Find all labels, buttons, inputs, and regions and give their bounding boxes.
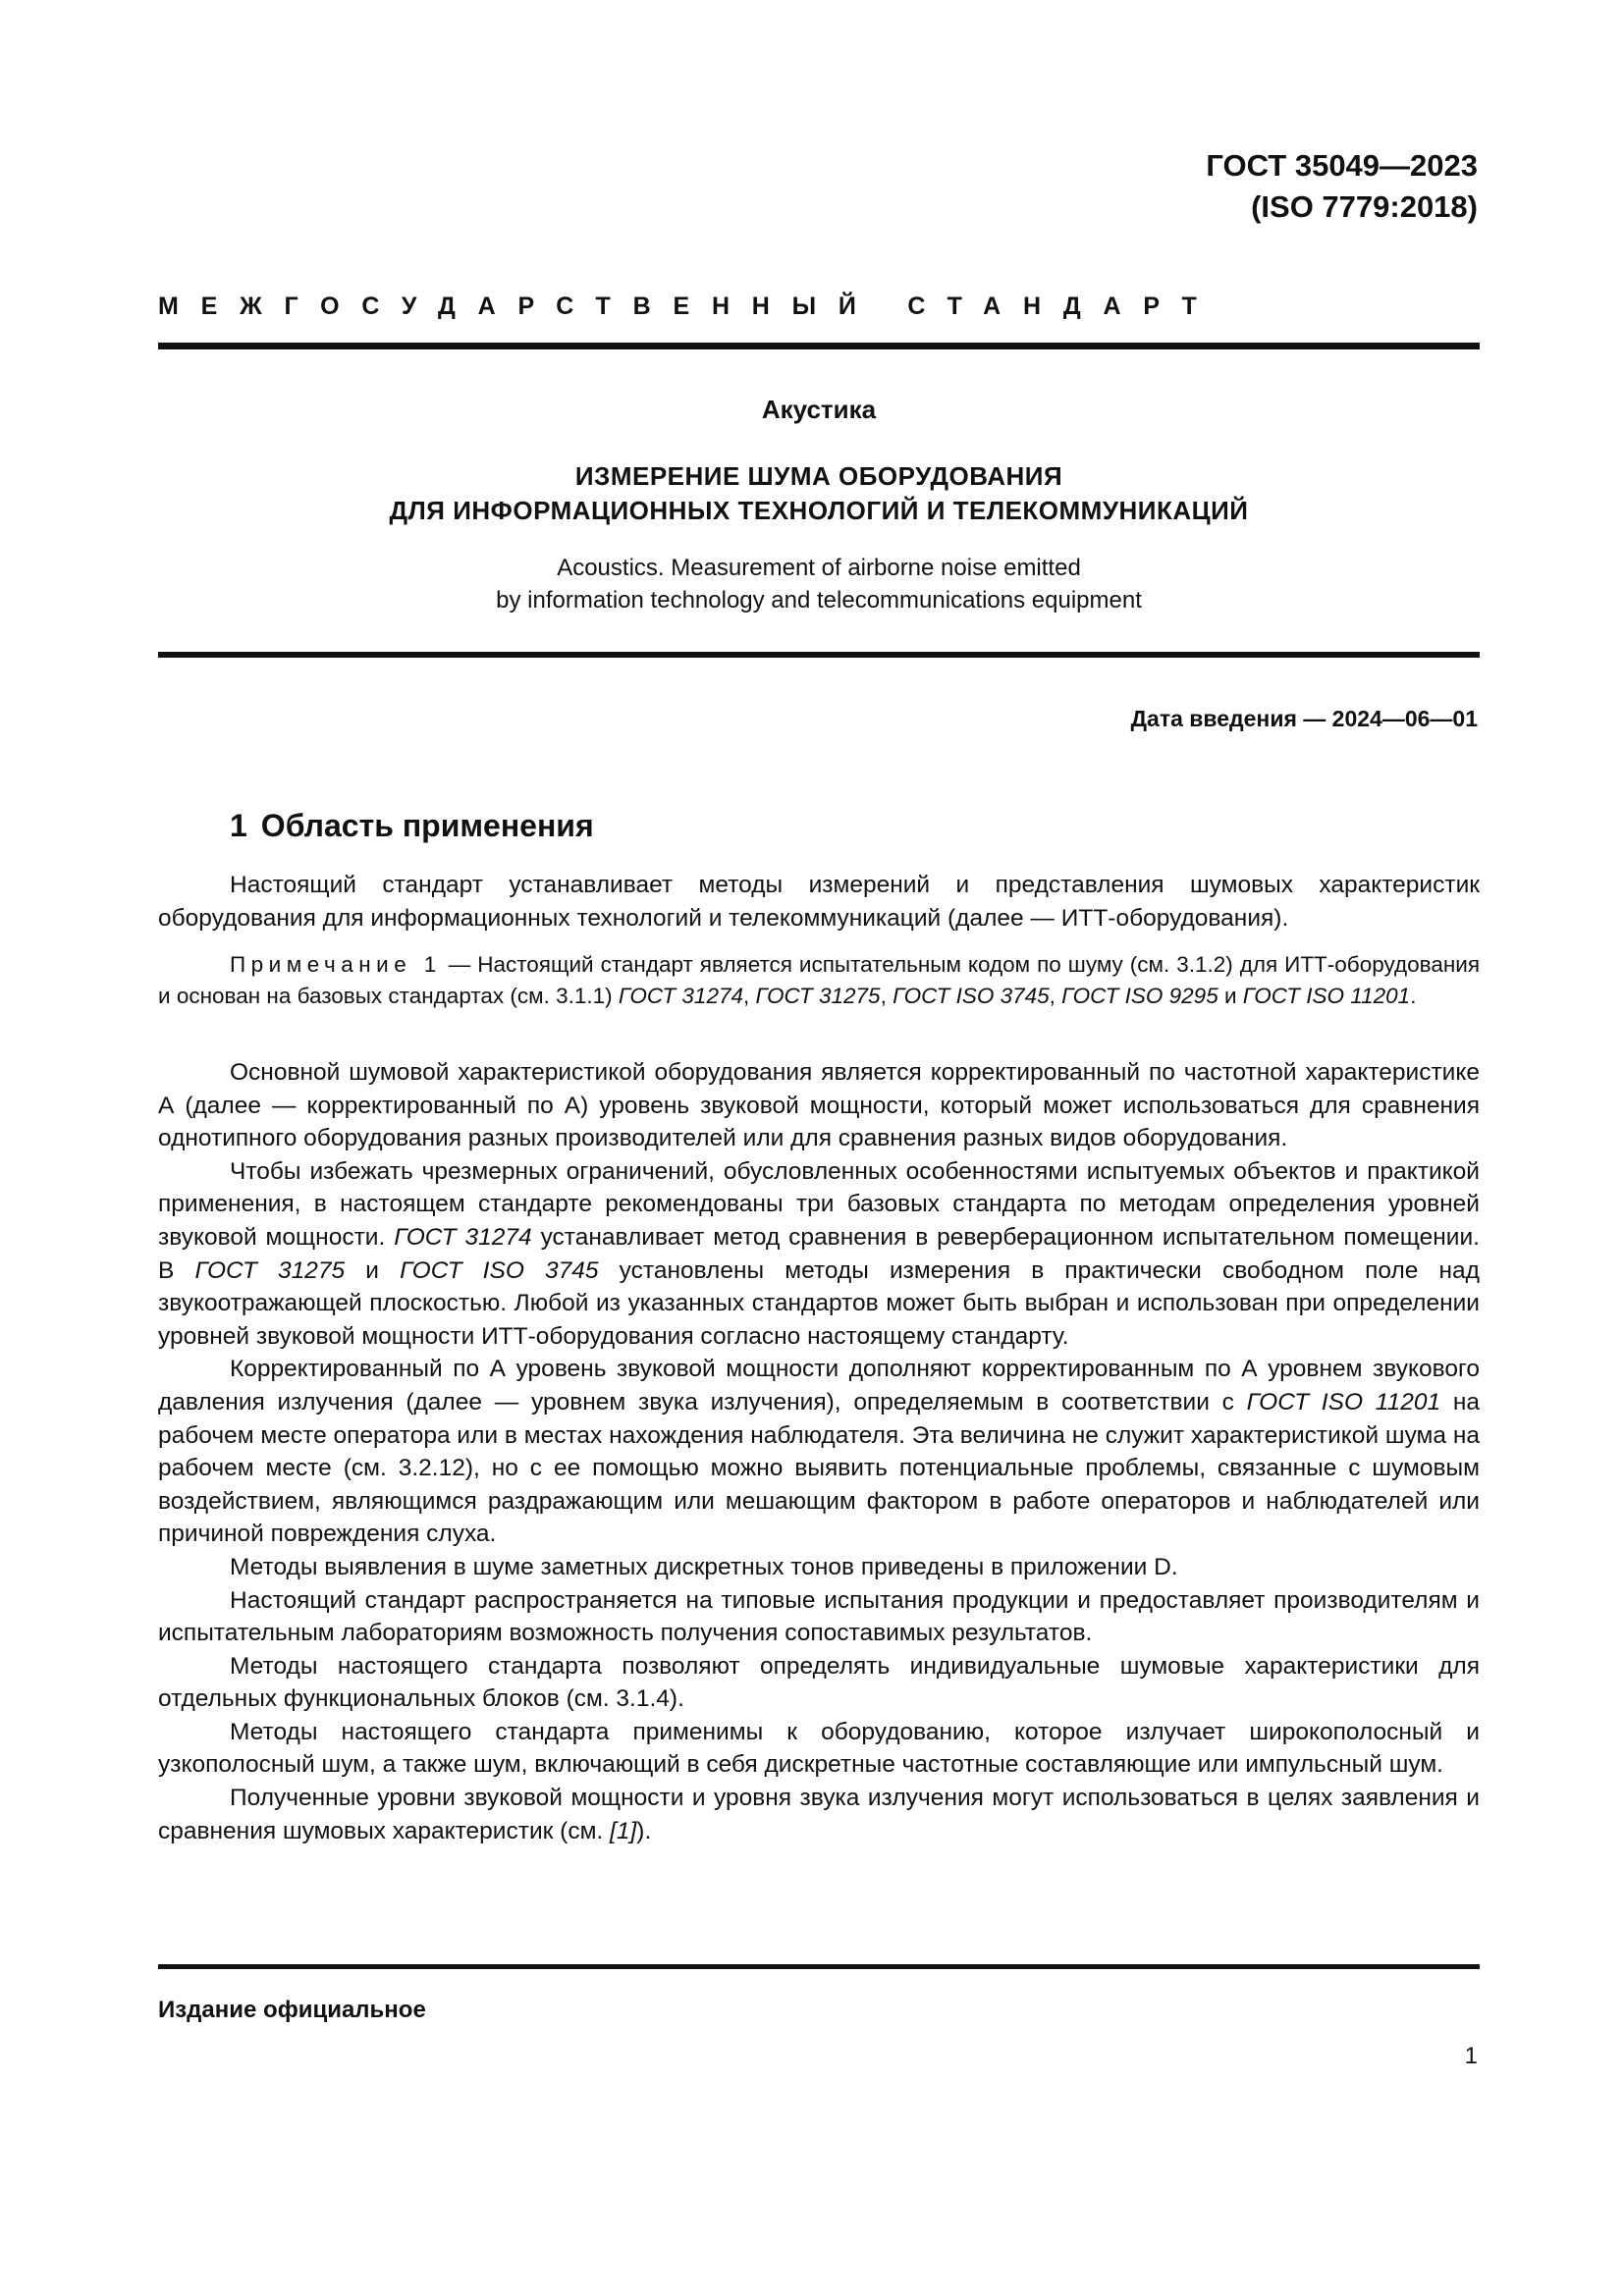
paragraph: Методы настоящего стандарта позволяют определять индивидуальные шумовые характеристики для отдельных функциональных блоков (см. 3.1.4). <box>158 1652 1480 1713</box>
bibliography-reference: [1] <box>610 1817 637 1844</box>
section-title: Область применения <box>260 808 594 843</box>
scope-body <box>158 1056 1480 1847</box>
paragraph: Основной шумовой характеристикой оборудования является корректированный по частотной характеристике А (далее — корректированный по А) уровень звуковой мощности, который может использоваться для сравнения однотипного оборудования разных производителей или для сравнения разных видов оборудования. <box>158 1059 1480 1152</box>
subject-title: Акустика <box>761 395 877 424</box>
note-separator: , <box>880 983 893 1008</box>
russian-title <box>158 459 1480 528</box>
paragraph <box>158 1353 1480 1551</box>
footer-divider <box>158 1964 1480 1969</box>
standard-reference: ГОСТ ISO 3745 <box>400 1256 599 1284</box>
paragraph: Методы настоящего стандарта применимы к оборудованию, которое излучает широкополосный и узкополосный шум, а также шум, включающий в себя дискретные частотные составляющие или импульсный шум. <box>158 1718 1480 1779</box>
scope-intro <box>158 869 1480 946</box>
russian-title-line: ДЛЯ ИНФОРМАЦИОННЫХ ТЕХНОЛОГИЙ И ТЕЛЕКОММУНИКАЦИЙ <box>389 496 1249 525</box>
standard-reference: ГОСТ ISO 11201 <box>1242 983 1411 1008</box>
paragraph-text: устанавливает метод сравнения в реверберационном испытательном помещении. В <box>158 1223 1480 1284</box>
iso-number: (ISO 7779:2018) <box>1251 189 1478 224</box>
official-edition-label: Издание официальное <box>158 1997 426 2023</box>
paragraph <box>158 1782 1480 1847</box>
note-1 <box>158 949 1480 1011</box>
paragraph-text: установлены методы измерения в практически свободном поле над звукоотражающей плоскостью. Любой из указанных стандартов может быть выбран и использован при определении уровней звуковой мощности ИТТ-оборудования согласно настоящему стандарту. <box>158 1256 1480 1350</box>
note-separator: и <box>1218 983 1243 1008</box>
section-number: 1 <box>230 808 247 843</box>
paragraph <box>158 1155 1480 1354</box>
standard-reference: ГОСТ ISO 11201 <box>1246 1388 1441 1415</box>
introduction-date: Дата введения — 2024—06—01 <box>1130 706 1478 731</box>
standard-reference: ГОСТ ISO 3745 <box>893 983 1050 1008</box>
note-end: . <box>1410 983 1417 1008</box>
note-text: — Настоящий стандарт является испытательным кодом по шуму (см. 3.1.2) для ИТТ-оборудования и основан на базовых стандартах (см. 3.1.1) <box>158 952 1481 1008</box>
paragraph-text: и <box>345 1256 401 1284</box>
standard-reference: ГОСТ 31274 <box>394 1223 532 1251</box>
note-separator: , <box>742 983 756 1008</box>
standard-reference: ГОСТ 31275 <box>755 983 881 1008</box>
gost-number: ГОСТ 35049—2023 <box>1206 148 1478 183</box>
english-title-line: Acoustics. Measurement of airborne noise emitted <box>557 555 1081 581</box>
page-number: 1 <box>1464 2043 1478 2069</box>
standard-reference: ГОСТ 31274 <box>618 983 743 1008</box>
note-separator: , <box>1049 983 1062 1008</box>
section-heading <box>230 808 608 844</box>
standard-reference: ГОСТ 31275 <box>194 1256 346 1284</box>
document-code <box>1206 145 1478 228</box>
note-paragraph <box>158 949 1480 1011</box>
english-title-line: by information technology and telecommunications equipment <box>496 587 1142 614</box>
paragraph-text: на рабочем месте оператора или в местах нахождения наблюдателя. Эта величина не служит характеристикой шума на рабочем месте (см. 3.2.12), но с ее помощью можно выявить потенциальные проблемы, связанные с шумовым воздействием, являющимся раздражающим или мешающим фактором в работе операторов и наблюдателей или причиной повреждения слуха. <box>158 1388 1480 1548</box>
title-divider <box>158 652 1480 658</box>
paragraph-text: Полученные уровни звуковой мощности и уровня звука излучения могут использоваться в целях заявления и сравнения шумовых характеристик (см. <box>158 1785 1480 1844</box>
english-title <box>158 552 1480 616</box>
paragraph-text: Корректированный по А уровень звуковой мощности дополняют корректированным по А уровнем звукового давления излучения (далее — уровнем звука излучения), определяемым в соответствии с <box>158 1356 1480 1415</box>
paragraph: Методы выявления в шуме заметных дискретных тонов приведены в приложении D. <box>230 1553 1178 1580</box>
note-label: Примечание 1 <box>230 952 442 977</box>
paragraph: Настоящий стандарт распространяется на типовые испытания продукции и предоставляет производителям и испытательным лабораториям возможность получения сопоставимых результатов. <box>158 1586 1480 1647</box>
paragraph: Настоящий стандарт устанавливает методы измерений и представления шумовых характеристик оборудования для информационных технологий и телекоммуникаций (далее — ИТТ-оборудования). <box>158 872 1480 932</box>
top-divider <box>158 343 1480 349</box>
paragraph-text: ). <box>636 1817 652 1844</box>
standard-reference: ГОСТ ISO 9295 <box>1061 983 1218 1008</box>
paragraph-text: Чтобы избежать чрезмерных ограничений, обусловленных особенностями испытуемых объектов и практикой применения, в настоящем стандарте рекомендованы три базовых стандарта по методам определения уровней звуковой мощности. <box>158 1157 1480 1251</box>
standard-type-heading: МЕЖГОСУДАРСТВЕННЫЙ СТАНДАРТ <box>158 293 1219 320</box>
russian-title-line: ИЗМЕРЕНИЕ ШУМА ОБОРУДОВАНИЯ <box>574 461 1063 491</box>
